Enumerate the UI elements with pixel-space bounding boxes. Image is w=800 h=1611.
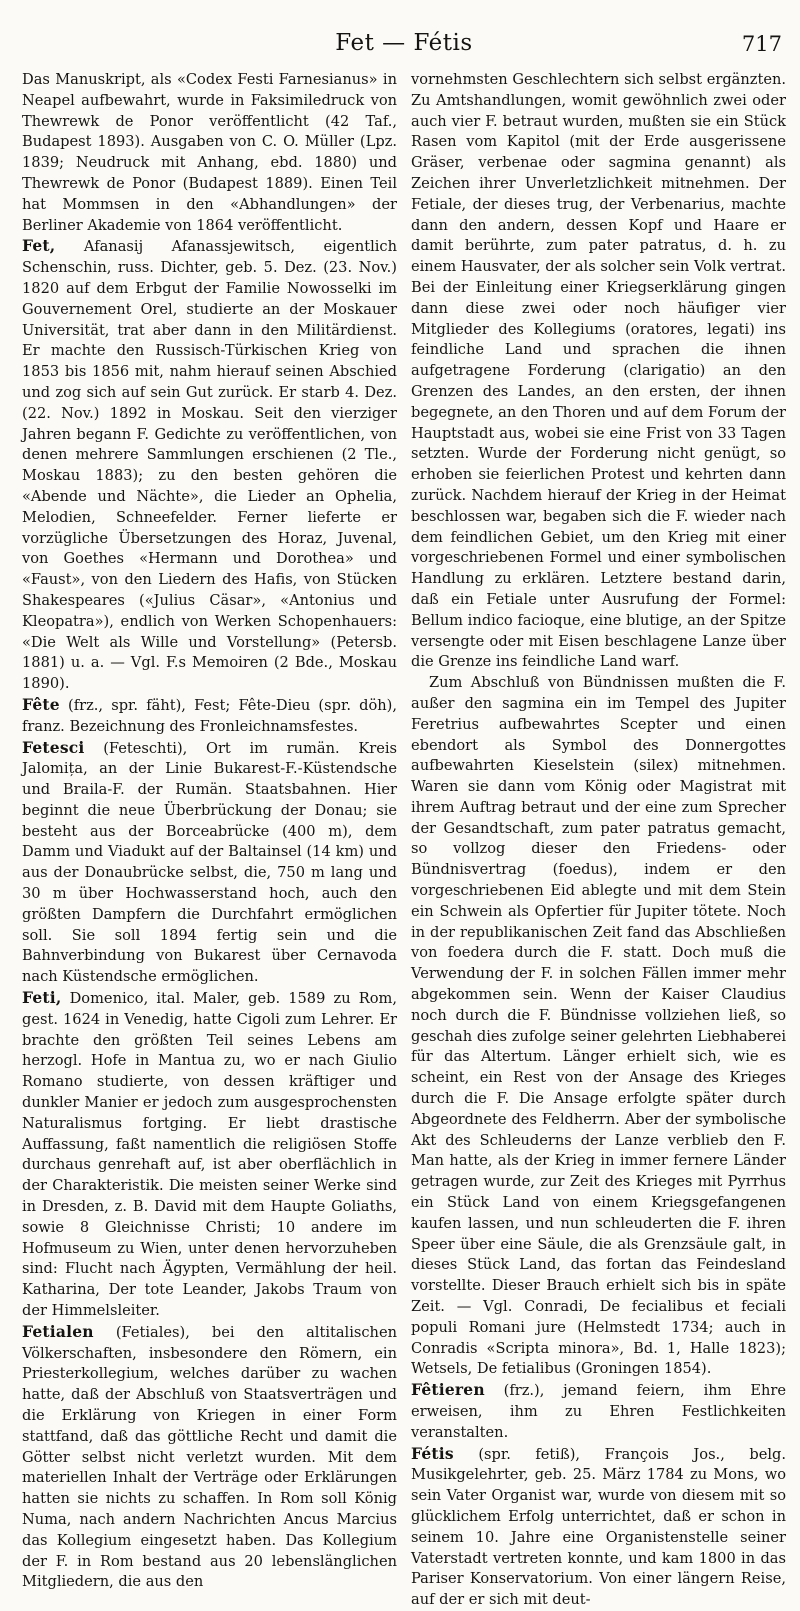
entry-text: Afanasij Afanassjewitsch, eigentlich Schenschin, russ. Dichter, geb. 5. Dez. (23. Nov.) 1820 auf dem Erbgut der Familie Nowosselki im Gouvernement Orel, studierte an der Moskauer Universität, trat aber dann in den Militärdienst. Er machte den Russisch-Türkischen Krieg von 1853 bis 1856 mit, nahm hierauf seinen Abschied und zog sich auf sein Gut zurück. Er starb 4. Dez. (22. Nov.) 1892 in Moskau. Seit den vierziger Jahren begann F. Gedichte zu veröffentlichen, von denen mehrere Sammlungen erschienen (2 Tle., Moskau 1883); zu den besten gehören die «Abende und Nächte», die Lieder an Ophelia, Melodien, Schneefelder. Ferner lieferte er vorzügliche Übersetzungen des Horaz, Juvenal, von Goethes «Hermann und Dorothea» und «Faust», von den Liedern des Hafis, von Stücken Shakespeares («Julius Cäsar», «Antonius und Kleopatra»), endlich von Werken Schopenhauers: «Die Welt als Wille und Vorstellung» (Petersb. 1881) u. a. — Vgl. F.s Memoiren (2 Bde., Moskau 1890). xyxy=(22,238,397,693)
entry-text: (spr. fetiß), François Jos., belg. Musikgelehrter, geb. 25. März 1784 zu Mons, wo sein Vater Organist war, wurde von diesem mit so glücklichem Erfolg unterrichtet, daß er schon in seinem 10. Jahre eine Organistenstelle seiner Vaterstadt vertreten konnte, und kam 1800 in das Pariser Konservatorium. Von einer längern Reise, auf der er sich mit deut- xyxy=(411,1445,786,1609)
entry-paragraph xyxy=(22,236,397,695)
entry-text: (Fetiales), bei den altitalischen Völkerschaften, insbesondere den Römern, ein Priesterkollegium, welches darüber zu wachen hatte, daß der Abschluß von Staatsverträgen und die Erklärung von Kriegen in einer Form stattfand, daß das göttliche Recht und damit die Götter selbst nicht verletzt wurden. Mit dem materiellen Inhalt der Verträge oder Erklärungen hatten sie nichts zu schaffen. In Rom soll König Numa, nach andern Nachrichten Ancus Marcius das Kollegium eingesetzt haben. Das Kollegium der F. in Rom bestand aus 20 lebenslänglichen Mitgliedern, die aus den xyxy=(22,1323,397,1591)
text-columns xyxy=(22,70,786,1611)
entry-headword: Fet, xyxy=(22,236,56,256)
entry-paragraph xyxy=(22,70,397,236)
entry-headword: Fête xyxy=(22,694,60,714)
entry-headword: Fetesci xyxy=(22,737,85,757)
entry-text: (frz., spr. fäht), Fest; Fête-Dieu (spr. döh), franz. Bezeichnung des Fronleichnamsfestes. xyxy=(22,696,397,735)
entry-paragraph xyxy=(22,988,397,1322)
entry-text: vornehmsten Geschlechtern sich selbst ergänzten. Zu Amtshandlungen, womit gewöhnlich zwei oder auch vier F. betraut wurden, mußten sie ein Stück Rasen vom Kapitol (mit der Erde ausgerissene Gräser, verbenae oder sagmina genannt) als Zeichen ihrer Unverletzlichkeit mitnehmen. Der Fetiale, der dieses trug, der Verbenarius, machte dann den andern, dessen Kopf und Haare er damit berührte, zum pater patratus, d. h. zu einem Hausvater, der als solcher sein Volk vertrat. Bei der Einleitung einer Kriegserklärung gingen dann diese zwei oder noch häufiger vier Mitglieder des Kollegiums (oratores, legati) ins feindliche Land und sprachen die ihnen aufgetragene Forderung (clarigatio) an den Grenzen des Landes, an den ersten, der ihnen begegnete, an den Thoren und auf dem Forum der Hauptstadt aus, wobei sie eine Frist von 33 Tagen setzten. Wurde der Forderung nicht genügt, so erhoben sie feierlichen Protest und kehrten dann zurück. Nachdem hierauf der Krieg in der Heimat beschlossen war, begaben sich die F. wieder nach dem feindlichen Gebiet, um den Krieg mit einer vorgeschriebenen Formel und einer symbolischen Handlung zu erklären. Letztere bestand darin, daß ein Fetiale unter Ausrufung der Formel: Bellum indico facioque, eine blutige, an der Spitze versengte oder mit Eisen beschlagene Lanze über die Grenze ins feindliche Land warf. xyxy=(411,71,786,671)
entry-paragraph xyxy=(22,738,397,989)
entry-text: Das Manuskript, als «Codex Festi Farnesianus» in Neapel aufbewahrt, wurde in Faksimiledruck von Thewrewk de Ponor veröffentlicht (42 Taf., Budapest 1893). Ausgaben von C. O. Müller (Lpz. 1839; Neudruck mit Anhang, ebd. 1880) und Thewrewk de Ponor (Budapest 1889). Einen Teil hat Mommsen in den «Abhandlungen» der Berliner Akademie von 1864 veröffentlicht. xyxy=(22,71,397,234)
entry-headword: Fétis xyxy=(411,1443,454,1463)
entry-text: Domenico, ital. Maler, geb. 1589 zu Rom, gest. 1624 in Venedig, hatte Cigoli zum Lehrer. Er brachte den größten Teil seines Lebens am herzogl. Hofe in Mantua zu, wo er nach Giulio Romano studierte, von dessen kräftiger und dunkler Manier er jedoch zum ausgesprochensten Naturalismus fortging. Er liebt drastische Auffassung, faßt namentlich die religiösen Stoffe durchaus genrehaft auf, ist aber oberflächlich in der Charakteristik. Die meisten seiner Werke sind in Dresden, z. B. David mit dem Haupte Goliaths, sowie 8 Gleichnisse Christi; 10 andere im Hofmuseum zu Wien, unter denen hervorzuheben sind: Flucht nach Ägypten, Vermählung der heil. Katharina, Der tote Leander, Jakobs Traum von der Himmelsleiter. xyxy=(22,990,397,1320)
entry-paragraph xyxy=(411,673,786,1380)
entry-paragraph xyxy=(22,695,397,738)
page-number: 717 xyxy=(741,32,782,56)
left-column xyxy=(22,70,397,1611)
entry-headword: Fetialen xyxy=(22,1321,94,1341)
entry-headword: Fêtieren xyxy=(411,1380,485,1400)
entry-headword: Feti, xyxy=(22,988,62,1008)
entry-text: (Feteschti), Ort im rumän. Kreis Jalomița, an der Linie Bukarest-F.-Küstendsche und Braila-F. der Rumän. Staatsbahnen. Hier beginnt die neue Überbrückung der Donau; sie besteht aus der Borceabrücke (400 m), dem Damm und Viadukt auf der Baltainsel (14 km) und aus der Donaubrücke selbst, die, 750 m lang und 30 m über Hochwasserstand hoch, auch den größten Dampfern die Durchfahrt ermöglichen soll. Sie soll 1894 fertig sein und die Bahnverbindung von Bukarest über Cernavoda nach Küstendsche ermöglichen. xyxy=(22,739,397,986)
entry-paragraph xyxy=(411,1444,786,1611)
entry-text: Zum Abschluß von Bündnissen mußten die F. außer den sagmina ein im Tempel des Jupiter Feretrius aufbewahrtes Scepter und einen ebendort als Symbol des Donnergottes aufbewahrten Kieselstein (silex) mitnehmen. Waren sie dann vom König oder Magistrat mit ihrem Auftrag betraut und der eine zum Sprecher der Gesandtschaft, zum pater patratus gemacht, so vollzog dieser den Friedens- oder Bündnisvertrag (foedus), indem er den vorgeschriebenen Eid ablegte und mit dem Stein ein Schwein als Opfertier für Jupiter tötete. Noch in der republikanischen Zeit fand das Abschließen von foedera durch die F. statt. Doch muß die Verwendung der F. in solchen Fällen immer mehr abgekommen sein. Wenn der Kaiser Claudius noch durch die F. Bündnisse vollziehen ließ, so geschah dies zufolge seiner gelehrten Liebhaberei für das Altertum. Länger erhielt sich, wie es scheint, ein Rest von der Ansage des Krieges durch die F. Die Ansage erfolgte später durch Abgeordnete des Feldherrn. Aber der symbolische Akt des Schleuderns der Lanze verblieb den F. Man hatte, als der Krieg in immer fernere Länder getragen wurde, zur Zeit des Krieges mit Pyrrhus ein Stück Land von einem Kriegsgefangenen kaufen lassen, und nun schleuderten die F. ihren Speer über eine Säule, die als Grenzsäule galt, in dieses Stück Land, das fortan das Feindesland vorstellte. Dieser Brauch erhielt sich bis in späte Zeit. — Vgl. Conradi, De fecialibus et feciali populi Romani jure (Helmstedt 1734; auch in Conradis «Scripta minora», Bd. 1, Halle 1823); Wetsels, De fetialibus (Groningen 1854). xyxy=(411,674,786,1378)
entry-text: (frz.), jemand feiern, ihm Ehre erweisen, ihm zu Ehren Festlichkeiten veranstalten. xyxy=(411,1382,786,1441)
running-title: Fet — Fétis xyxy=(335,30,473,56)
entry-paragraph xyxy=(22,1322,397,1593)
right-column xyxy=(411,70,786,1611)
entry-paragraph xyxy=(411,70,786,673)
page-header xyxy=(22,30,786,60)
entry-paragraph xyxy=(411,1380,786,1443)
